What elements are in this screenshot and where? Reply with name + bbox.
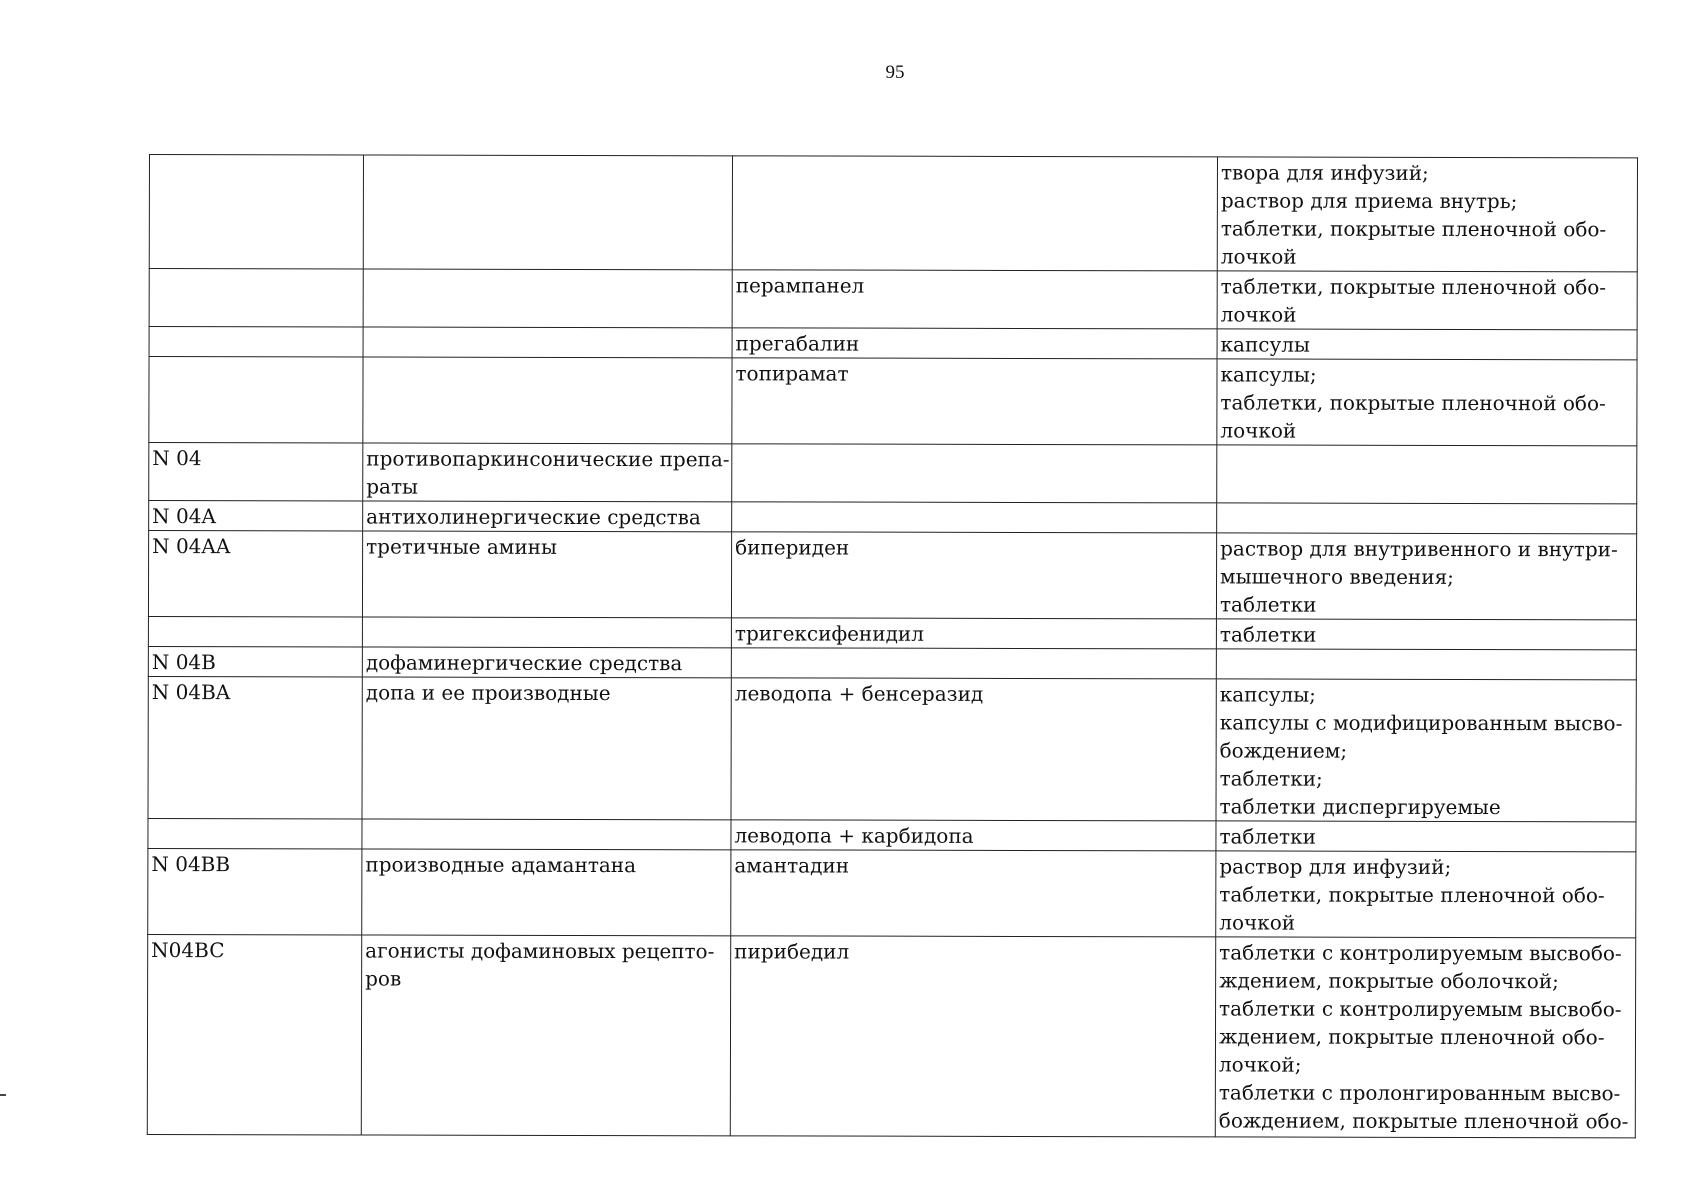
cell-text-line: бипериден — [735, 535, 850, 560]
atc-code-cell — [147, 934, 361, 1134]
group-name-cell — [363, 443, 732, 502]
cell-text-line: противопаркинсонические препа- — [366, 446, 730, 472]
cell-text-line: мышечного введения; — [1220, 564, 1454, 589]
page-number: 95 — [885, 62, 905, 83]
drug-table — [147, 154, 1638, 1138]
group-name-cell — [363, 269, 732, 328]
cell-text-line: N04BC — [151, 938, 225, 963]
cell-text-line: раствор для внутривенного и внутри- — [1220, 536, 1618, 562]
substance-cell — [732, 358, 1217, 445]
cell-text-line: раствор для приема внутрь; — [1220, 188, 1518, 214]
cell-text-line: N 04A — [152, 504, 216, 529]
atc-code-cell — [148, 676, 362, 818]
group-name-cell — [362, 617, 731, 648]
cell-text-line: топирамат — [735, 361, 849, 386]
substance-cell — [732, 156, 1217, 271]
atc-code-cell — [148, 818, 362, 848]
substance-cell — [730, 936, 1215, 1137]
cell-text-line: ждением, покрытые оболочкой; — [1219, 968, 1559, 994]
drug-table-body — [147, 155, 1637, 1138]
cell-text-line: таблетки; — [1219, 766, 1323, 791]
dosage-forms-cell — [1216, 851, 1636, 938]
cell-text-line: капсулы — [1220, 332, 1310, 357]
cell-text-line: агонисты дофаминовых рецепто- — [365, 938, 715, 964]
cell-text-line: лочкой; — [1218, 1052, 1302, 1077]
table-row — [148, 818, 1636, 851]
substance-cell — [731, 678, 1216, 821]
cell-text-line: леводопа + бенсеразид — [734, 681, 984, 706]
cell-text-line: антихолинергические средства — [366, 504, 701, 530]
group-name-cell — [362, 531, 731, 618]
cell-text-line: капсулы; — [1219, 682, 1316, 707]
cell-text-line: таблетки с контролируемым высвобо- — [1219, 940, 1622, 966]
cell-text-line: лочкой — [1220, 244, 1297, 269]
cell-text-line: перампанел — [735, 273, 865, 298]
substance-cell — [732, 444, 1217, 503]
atc-code-cell — [148, 646, 362, 676]
table-row — [149, 501, 1637, 534]
cell-text-line: N 04 — [152, 446, 202, 471]
substance-cell — [731, 850, 1216, 937]
dosage-forms-cell — [1217, 271, 1637, 330]
cell-text-line: амантадин — [734, 853, 850, 878]
dosage-forms-cell — [1217, 503, 1637, 534]
dosage-forms-cell — [1216, 619, 1636, 650]
atc-code-cell — [149, 501, 363, 531]
substance-cell — [732, 270, 1217, 329]
dosage-forms-cell — [1216, 679, 1636, 822]
cell-text-line: таблетки диспергируемые — [1219, 794, 1501, 820]
dosage-forms-cell — [1217, 157, 1637, 272]
cell-text-line: леводопа + карбидопа — [734, 823, 974, 848]
cell-text-line: таблетки с контролируемым высвобо- — [1219, 996, 1622, 1022]
cell-text-line: N 04BA — [151, 680, 231, 705]
cell-text-line: ждением, покрытые пленочной обо- — [1218, 1024, 1605, 1050]
group-name-cell — [362, 849, 731, 936]
cell-text-line: лочкой — [1219, 910, 1296, 935]
group-name-cell — [363, 155, 732, 270]
table-row — [148, 616, 1636, 649]
cell-text-line: таблетки, покрытые пленочной обо- — [1220, 216, 1607, 242]
atc-code-cell — [148, 616, 362, 646]
cell-text-line: таблетки — [1219, 824, 1316, 849]
dosage-forms-cell — [1216, 533, 1636, 620]
group-name-cell — [363, 327, 732, 358]
atc-code-cell — [149, 327, 363, 357]
group-name-cell — [362, 647, 731, 678]
group-name-cell — [363, 357, 732, 444]
cell-text-line: производные адамантана — [365, 852, 637, 878]
cell-text-line: тригексифенидил — [734, 621, 924, 646]
cell-text-line: таблетки — [1219, 622, 1317, 647]
dosage-forms-cell — [1216, 821, 1636, 852]
atc-code-cell — [149, 155, 363, 269]
cell-text-line: бождением; — [1219, 738, 1348, 763]
substance-cell — [732, 328, 1217, 359]
dosage-forms-cell — [1215, 937, 1635, 1138]
atc-code-cell — [148, 531, 362, 617]
cell-text-line: N 04AA — [152, 534, 231, 559]
table-row — [149, 269, 1637, 330]
table-row — [148, 676, 1636, 821]
substance-cell — [731, 820, 1216, 851]
cell-text-line: N 04B — [151, 650, 216, 675]
dosage-forms-cell — [1217, 329, 1637, 360]
atc-code-cell — [149, 269, 363, 327]
cell-text-line: капсулы; — [1220, 362, 1317, 387]
cell-text-line: раты — [366, 474, 418, 499]
cell-text-line: бождением, покрытые пленочной обо- — [1218, 1108, 1629, 1134]
cell-text-line: капсулы с модифицированным высво- — [1219, 710, 1623, 736]
dosage-forms-cell — [1217, 445, 1637, 504]
substance-cell — [731, 532, 1216, 619]
group-name-cell — [362, 819, 731, 850]
dosage-forms-cell — [1216, 649, 1636, 680]
table-row — [147, 934, 1635, 1137]
table-row — [148, 531, 1636, 620]
group-name-cell — [363, 501, 732, 532]
substance-cell — [732, 502, 1217, 533]
atc-code-cell — [148, 848, 362, 934]
cell-text-line: ров — [365, 966, 402, 991]
atc-code-cell — [149, 357, 363, 443]
group-name-cell — [361, 935, 730, 1136]
margin-mark — [0, 1094, 6, 1096]
cell-text-line: лочкой — [1220, 302, 1297, 327]
cell-text-line: допа и ее производные — [365, 680, 611, 706]
cell-text-line: N 04BB — [151, 852, 231, 877]
table-row — [149, 327, 1637, 360]
table-row — [149, 357, 1637, 446]
cell-text-line: раствор для инфузий; — [1219, 854, 1452, 879]
cell-text-line: лочкой — [1220, 418, 1297, 443]
cell-text-line: таблетки, покрытые пленочной обо- — [1220, 274, 1607, 300]
cell-text-line: твора для инфузий; — [1220, 160, 1429, 185]
cell-text-line: таблетки — [1219, 592, 1317, 617]
atc-code-cell — [149, 443, 363, 501]
group-name-cell — [362, 677, 731, 820]
table-row — [149, 443, 1637, 504]
cell-text-line: пирибедил — [734, 939, 850, 964]
table-row — [148, 646, 1636, 679]
cell-text-line: таблетки, покрытые пленочной обо- — [1219, 882, 1605, 908]
cell-text-line: таблетки с пролонгированным высво- — [1218, 1080, 1621, 1106]
substance-cell — [731, 648, 1216, 679]
cell-text-line: прегабалин — [735, 331, 860, 356]
cell-text-line: третичные амины — [366, 534, 557, 559]
dosage-forms-cell — [1217, 359, 1637, 446]
substance-cell — [731, 618, 1216, 649]
table-row — [148, 848, 1636, 937]
cell-text-line: дофаминергические средства — [365, 650, 683, 676]
table-row — [149, 155, 1637, 272]
cell-text-line: таблетки, покрытые пленочной обо- — [1220, 390, 1606, 416]
